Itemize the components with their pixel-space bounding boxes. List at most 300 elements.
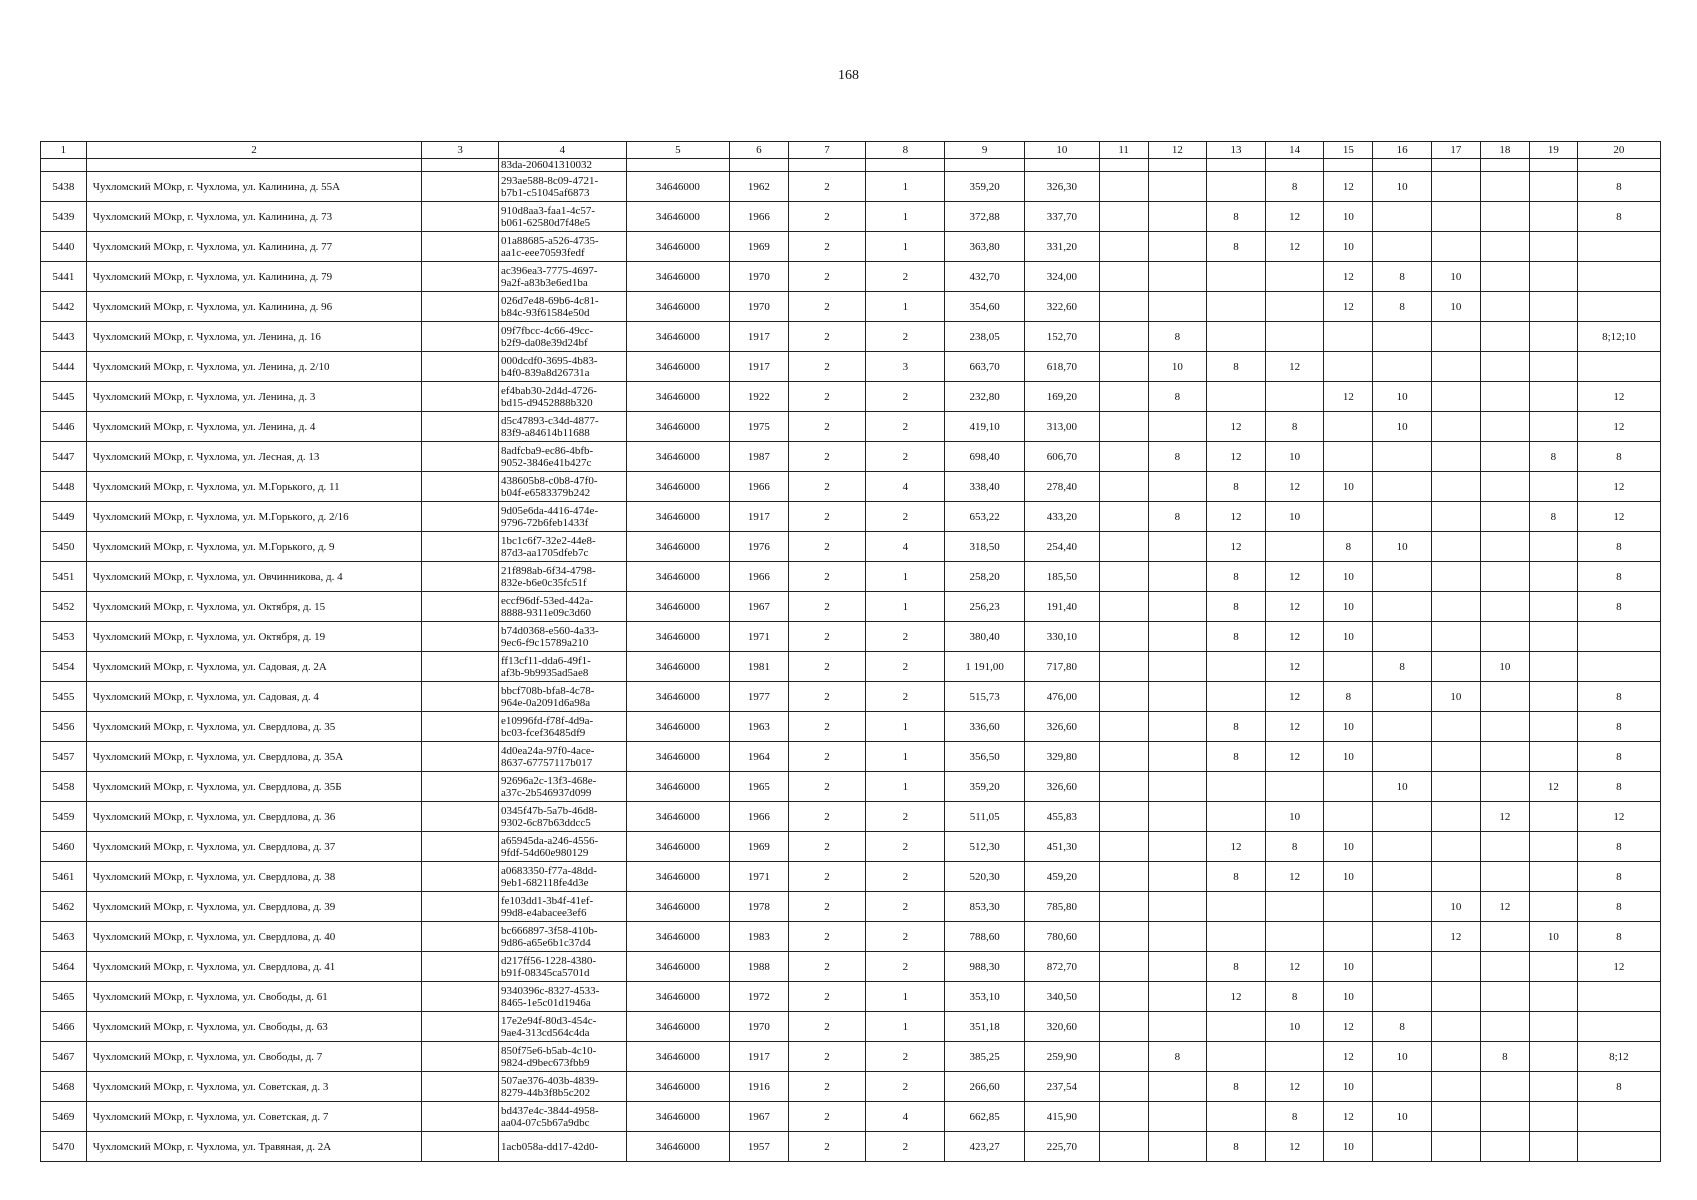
cell-c12 — [1148, 412, 1207, 442]
cell-c8: 1 — [866, 772, 945, 802]
cell-c16: 10 — [1373, 1102, 1432, 1132]
table-row — [41, 982, 1661, 1012]
cell-c11 — [1099, 682, 1148, 712]
cell-c16 — [1373, 202, 1432, 232]
cell-c18 — [1480, 592, 1529, 622]
cell-c19 — [1529, 472, 1577, 502]
cell-c8: 2 — [866, 862, 945, 892]
cell-n: 5466 — [41, 1012, 87, 1042]
cell-n: 5438 — [41, 172, 87, 202]
cell-c12 — [1148, 232, 1207, 262]
cell-c15: 12 — [1324, 1042, 1373, 1072]
cell-c13: 8 — [1207, 232, 1266, 262]
cell-c7: 2 — [788, 682, 866, 712]
table-row — [41, 562, 1661, 592]
cell-c14: 8 — [1265, 172, 1324, 202]
cell-c17 — [1431, 1072, 1480, 1102]
guid-part: b4f0-839a8d26731a — [500, 366, 590, 379]
cell-addr: Чухломский МОкр, г. Чухлома, ул. Ленина, д. 16 — [86, 322, 422, 352]
cell-c15 — [1324, 922, 1373, 952]
cell-c14: 8 — [1265, 1102, 1324, 1132]
cell-c16 — [1373, 502, 1432, 532]
cell-n: 5451 — [41, 562, 87, 592]
guid-part: 0345f47b-5a7b-46d8- — [500, 804, 598, 817]
cell-guid — [498, 742, 626, 772]
page-number: 168 — [838, 68, 859, 83]
cell-c11 — [1099, 1012, 1148, 1042]
cell-c16 — [1373, 472, 1432, 502]
cell-n: 5448 — [41, 472, 87, 502]
cell-c15: 10 — [1324, 952, 1373, 982]
cell-c15: 8 — [1324, 532, 1373, 562]
cell-c10: 313,00 — [1025, 412, 1100, 442]
cell-year: 1976 — [730, 532, 789, 562]
cell-n: 5464 — [41, 952, 87, 982]
cell-c7: 2 — [788, 652, 866, 682]
cell-c16 — [1373, 352, 1432, 382]
cell-addr: Чухломский МОкр, г. Чухлома, ул. Овчинникова, д. 4 — [86, 562, 422, 592]
cell-c8: 2 — [866, 922, 945, 952]
guid-part: b04f-e6583379b242 — [500, 486, 591, 499]
cell-c12 — [1148, 1132, 1207, 1162]
cell-c7: 2 — [788, 592, 866, 622]
table-row — [41, 1012, 1661, 1042]
cell-c7: 2 — [788, 742, 866, 772]
cell-c16: 10 — [1373, 772, 1432, 802]
cell-c19 — [1529, 592, 1577, 622]
cell-c20: 8 — [1577, 772, 1660, 802]
cell-c7: 2 — [788, 352, 866, 382]
cell-guid — [498, 622, 626, 652]
cell-c13: 8 — [1207, 1132, 1266, 1162]
cell-c8: 1 — [866, 592, 945, 622]
cell-c9: 432,70 — [945, 262, 1025, 292]
table-row — [41, 532, 1661, 562]
cell-c14: 10 — [1265, 1012, 1324, 1042]
cell-guid — [498, 412, 626, 442]
cell-blank — [422, 472, 499, 502]
cell-c18: 12 — [1480, 802, 1529, 832]
cell-guid — [498, 202, 626, 232]
column-header-3: 3 — [422, 142, 499, 159]
cell-c11 — [1099, 1102, 1148, 1132]
cell-c20: 8 — [1577, 532, 1660, 562]
table-row — [41, 622, 1661, 652]
cell-c19 — [1529, 712, 1577, 742]
cell-blank — [422, 322, 499, 352]
guid-part: 9052-3846e41b427c — [500, 456, 592, 469]
column-header-20: 20 — [1577, 142, 1660, 159]
cell-c11 — [1099, 562, 1148, 592]
guid-part: fe103dd1-3b4f-41ef- — [500, 894, 594, 907]
cell-year: 1987 — [730, 442, 789, 472]
cell-c9: 266,60 — [945, 1072, 1025, 1102]
cell-c10: 459,20 — [1025, 862, 1100, 892]
cell-c12 — [1148, 712, 1207, 742]
cell-c17 — [1431, 352, 1480, 382]
cell-c13 — [1207, 892, 1266, 922]
cell-addr: Чухломский МОкр, г. Чухлома, ул. Свердлова, д. 40 — [86, 922, 422, 952]
cell-blank — [422, 742, 499, 772]
cell-c16 — [1373, 982, 1432, 1012]
cell-blank — [422, 712, 499, 742]
cell-addr: Чухломский МОкр, г. Чухлома, ул. Ленина, д. 2/10 — [86, 352, 422, 382]
cell-c11 — [1099, 892, 1148, 922]
cell-oktmo: 34646000 — [626, 562, 729, 592]
cell-c16 — [1373, 802, 1432, 832]
cell-c10: 451,30 — [1025, 832, 1100, 862]
guid-part: 21f898ab-6f34-4798- — [500, 564, 596, 577]
cell-c17 — [1431, 382, 1480, 412]
cell-c20 — [1577, 1102, 1660, 1132]
cell-c16: 10 — [1373, 382, 1432, 412]
cell-c7: 2 — [788, 952, 866, 982]
cell-c19: 12 — [1529, 772, 1577, 802]
cell-c19 — [1529, 1132, 1577, 1162]
cell-c19 — [1529, 412, 1577, 442]
cell-c18 — [1480, 472, 1529, 502]
cell-c15: 12 — [1324, 1012, 1373, 1042]
table-row — [41, 892, 1661, 922]
cell-guid — [498, 172, 626, 202]
cell-c9: 512,30 — [945, 832, 1025, 862]
cell-c16 — [1373, 712, 1432, 742]
cell-c14: 8 — [1265, 832, 1324, 862]
cell-blank — [422, 952, 499, 982]
guid-part: 910d8aa3-faa1-4c57- — [500, 204, 596, 217]
cell-c17 — [1431, 472, 1480, 502]
cell-c8: 2 — [866, 502, 945, 532]
cell-c16 — [1373, 622, 1432, 652]
cell-c15: 8 — [1324, 682, 1373, 712]
cell-n: 5455 — [41, 682, 87, 712]
cell-c13: 8 — [1207, 1072, 1266, 1102]
cell-c19 — [1529, 892, 1577, 922]
cell-c17 — [1431, 202, 1480, 232]
cell-n: 5470 — [41, 1132, 87, 1162]
cell-c18 — [1480, 742, 1529, 772]
cell-addr: Чухломский МОкр, г. Чухлома, ул. Калинина, д. 55А — [86, 172, 422, 202]
table-row — [41, 862, 1661, 892]
cell-c20 — [1577, 292, 1660, 322]
cell-n: 5450 — [41, 532, 87, 562]
guid-part: 9824-d9bec673fbb9 — [500, 1056, 590, 1069]
cell-c13 — [1207, 1042, 1266, 1072]
cell-c14 — [1265, 922, 1324, 952]
cell-n: 5463 — [41, 922, 87, 952]
table-row — [41, 742, 1661, 772]
cell-c15 — [1324, 352, 1373, 382]
cell-c13: 12 — [1207, 502, 1266, 532]
cell-c7: 2 — [788, 232, 866, 262]
table-row — [41, 232, 1661, 262]
table-row — [41, 172, 1661, 202]
cell-c9: 351,18 — [945, 1012, 1025, 1042]
cell-n: 5459 — [41, 802, 87, 832]
cell-year: 1967 — [730, 592, 789, 622]
cell-year: 1916 — [730, 1072, 789, 1102]
cell-year: 1965 — [730, 772, 789, 802]
cell-c13: 12 — [1207, 532, 1266, 562]
cell-c10: 618,70 — [1025, 352, 1100, 382]
cell-guid — [498, 712, 626, 742]
cell-c18 — [1480, 772, 1529, 802]
cell-c15: 10 — [1324, 832, 1373, 862]
cell-c16: 8 — [1373, 262, 1432, 292]
cell-guid — [498, 1042, 626, 1072]
cell-c19 — [1529, 322, 1577, 352]
cell-c13 — [1207, 382, 1266, 412]
guid-part: b74d0368-e560-4a33- — [500, 624, 599, 637]
cell-c10: 320,60 — [1025, 1012, 1100, 1042]
cell-year: 1970 — [730, 292, 789, 322]
cell-guid — [498, 892, 626, 922]
cell-c10: 278,40 — [1025, 472, 1100, 502]
cell-blank — [422, 832, 499, 862]
cell-c12 — [1148, 742, 1207, 772]
cell-c11 — [1099, 502, 1148, 532]
cell-oktmo: 34646000 — [626, 982, 729, 1012]
cell-n: 5439 — [41, 202, 87, 232]
cell-c18 — [1480, 532, 1529, 562]
cell-addr: Чухломский МОкр, г. Чухлома, ул. Калинина, д. 73 — [86, 202, 422, 232]
cell-oktmo: 34646000 — [626, 712, 729, 742]
cell-c17 — [1431, 532, 1480, 562]
cell-guid — [498, 382, 626, 412]
cell-c8: 1 — [866, 562, 945, 592]
cell-c13 — [1207, 682, 1266, 712]
cell-c11 — [1099, 412, 1148, 442]
guid-part: 8465-1e5c01d1946a — [500, 996, 591, 1009]
cell-c9: 423,27 — [945, 1132, 1025, 1162]
guid-part: 1bc1c6f7-32e2-44e8- — [500, 534, 596, 547]
cell-c20: 8 — [1577, 592, 1660, 622]
cell-c13: 8 — [1207, 622, 1266, 652]
column-header-8: 8 — [866, 142, 945, 159]
guid-part: bd15-d9452888b320 — [500, 396, 593, 409]
cell-c15: 10 — [1324, 1132, 1373, 1162]
cell-guid — [498, 352, 626, 382]
table-row — [41, 1072, 1661, 1102]
cell-c7: 2 — [788, 772, 866, 802]
cell-c10: 326,30 — [1025, 172, 1100, 202]
cell-c17 — [1431, 1102, 1480, 1132]
cell-c11 — [1099, 352, 1148, 382]
cell-c16 — [1373, 922, 1432, 952]
guid-part: d5c47893-c34d-4877- — [500, 414, 599, 427]
cell-c17: 10 — [1431, 292, 1480, 322]
cell-c7: 2 — [788, 862, 866, 892]
table-row — [41, 802, 1661, 832]
cell-c7: 2 — [788, 1072, 866, 1102]
cell-n: 5465 — [41, 982, 87, 1012]
cell-c16 — [1373, 892, 1432, 922]
guid-part: af3b-9b9935ad5ae8 — [500, 666, 589, 679]
cell-c11 — [1099, 322, 1148, 352]
cell-c19 — [1529, 292, 1577, 322]
cell-c9: 256,23 — [945, 592, 1025, 622]
cell-c18 — [1480, 442, 1529, 472]
cell-c11 — [1099, 652, 1148, 682]
cell-year: 1983 — [730, 922, 789, 952]
cell-c7: 2 — [788, 292, 866, 322]
cell-c12 — [1148, 652, 1207, 682]
cell-c7: 2 — [788, 1102, 866, 1132]
guid-part: 9ae4-313cd564c4da — [500, 1026, 590, 1039]
cell-blank — [422, 202, 499, 232]
cell-c15: 10 — [1324, 202, 1373, 232]
cell-c16 — [1373, 862, 1432, 892]
cell-c7: 2 — [788, 442, 866, 472]
cell-guid — [498, 772, 626, 802]
cell-c15: 10 — [1324, 562, 1373, 592]
cell-oktmo: 34646000 — [626, 922, 729, 952]
cell-c14: 12 — [1265, 952, 1324, 982]
cell-addr: Чухломский МОкр, г. Чухлома, ул. Свердлова, д. 39 — [86, 892, 422, 922]
guid-part: bc666897-3f58-410b- — [500, 924, 598, 937]
table-row — [41, 442, 1661, 472]
cell-oktmo: 34646000 — [626, 1042, 729, 1072]
cell-c14: 12 — [1265, 652, 1324, 682]
cell-blank — [422, 892, 499, 922]
cell-c7: 2 — [788, 712, 866, 742]
cell-c13: 8 — [1207, 742, 1266, 772]
cell-c8: 4 — [866, 1102, 945, 1132]
guid-part: 8279-44b3f8b5c202 — [500, 1086, 591, 1099]
cell-c16 — [1373, 1072, 1432, 1102]
guid-part: ff13cf11-dda6-49f1- — [500, 654, 591, 667]
cell-addr: Чухломский МОкр, г. Чухлома, ул. М.Горького, д. 2/16 — [86, 502, 422, 532]
cell-c13: 8 — [1207, 562, 1266, 592]
cell-c18: 12 — [1480, 892, 1529, 922]
cell-c12 — [1148, 532, 1207, 562]
cell-c20: 12 — [1577, 802, 1660, 832]
cell-c8: 1 — [866, 712, 945, 742]
cell-c10: 780,60 — [1025, 922, 1100, 952]
cell-blank — [422, 1132, 499, 1162]
cell-c11 — [1099, 772, 1148, 802]
cell-c19 — [1529, 952, 1577, 982]
cell-c18 — [1480, 832, 1529, 862]
cell-c14: 10 — [1265, 502, 1324, 532]
cell-c14: 8 — [1265, 982, 1324, 1012]
cell-blank — [422, 172, 499, 202]
cell-blank — [422, 1042, 499, 1072]
guid-part: ac396ea3-7775-4697- — [500, 264, 598, 277]
cell-c15: 12 — [1324, 292, 1373, 322]
cell-c10: 191,40 — [1025, 592, 1100, 622]
cell-c15 — [1324, 502, 1373, 532]
guid-part: 026d7e48-69b6-4c81- — [500, 294, 599, 307]
cell-c13 — [1207, 172, 1266, 202]
cell-c14: 8 — [1265, 412, 1324, 442]
cell-c18 — [1480, 682, 1529, 712]
cell-year: 1977 — [730, 682, 789, 712]
cell-c15 — [1324, 442, 1373, 472]
cell-guid — [498, 832, 626, 862]
cell-oktmo: 34646000 — [626, 202, 729, 232]
cell-oktmo: 34646000 — [626, 1132, 729, 1162]
cell-n: 5444 — [41, 352, 87, 382]
cell-c17 — [1431, 862, 1480, 892]
cell-c17 — [1431, 562, 1480, 592]
cell-year: 1962 — [730, 172, 789, 202]
cell-oktmo: 34646000 — [626, 592, 729, 622]
cell-c12 — [1148, 952, 1207, 982]
cell-c20: 8 — [1577, 1072, 1660, 1102]
cell-c14: 12 — [1265, 742, 1324, 772]
cell-c20 — [1577, 1132, 1660, 1162]
cell-c9: 662,85 — [945, 1102, 1025, 1132]
cell-c8: 1 — [866, 1012, 945, 1042]
cell-c12 — [1148, 562, 1207, 592]
cell-addr: Чухломский МОкр, г. Чухлома, ул. М.Горького, д. 9 — [86, 532, 422, 562]
cell-c17 — [1431, 952, 1480, 982]
cell-c14: 12 — [1265, 592, 1324, 622]
cell-oktmo: 34646000 — [626, 172, 729, 202]
cell-c19 — [1529, 352, 1577, 382]
cell-c8: 2 — [866, 1042, 945, 1072]
cell-c11 — [1099, 202, 1148, 232]
cell-year: 1971 — [730, 862, 789, 892]
cell-c12: 10 — [1148, 352, 1207, 382]
cell-c20 — [1577, 1012, 1660, 1042]
cell-c14: 10 — [1265, 442, 1324, 472]
cell-c8: 2 — [866, 682, 945, 712]
cell-c13 — [1207, 652, 1266, 682]
cell-c18 — [1480, 712, 1529, 742]
cell-c7: 2 — [788, 892, 866, 922]
cell-year: 1917 — [730, 1042, 789, 1072]
cell-c16 — [1373, 952, 1432, 982]
cell-n: 5445 — [41, 382, 87, 412]
cell-c9: 788,60 — [945, 922, 1025, 952]
cell-c8: 1 — [866, 202, 945, 232]
cell-c10: 322,60 — [1025, 292, 1100, 322]
cell-c9: 515,73 — [945, 682, 1025, 712]
cell-c9: 258,20 — [945, 562, 1025, 592]
cell-addr: Чухломский МОкр, г. Чухлома, ул. Свердлова, д. 35Б — [86, 772, 422, 802]
cell-c13: 12 — [1207, 442, 1266, 472]
cell-c9: 419,10 — [945, 412, 1025, 442]
cell-c9: 363,80 — [945, 232, 1025, 262]
cell-c10: 337,70 — [1025, 202, 1100, 232]
cell-year: 1963 — [730, 712, 789, 742]
cell-c15 — [1324, 772, 1373, 802]
cell-c9: 663,70 — [945, 352, 1025, 382]
cell-blank — [422, 262, 499, 292]
cell-c10: 717,80 — [1025, 652, 1100, 682]
cell-year: 1917 — [730, 352, 789, 382]
cell-c9: 318,50 — [945, 532, 1025, 562]
cell-c19 — [1529, 802, 1577, 832]
cell-c13: 12 — [1207, 982, 1266, 1012]
cell-guid — [498, 652, 626, 682]
cell-c10: 225,70 — [1025, 1132, 1100, 1162]
cell-c17 — [1431, 1042, 1480, 1072]
cell-c14 — [1265, 382, 1324, 412]
cell-c17: 12 — [1431, 922, 1480, 952]
cell-c11 — [1099, 172, 1148, 202]
cell-n: 5469 — [41, 1102, 87, 1132]
cell-addr: Чухломский МОкр, г. Чухлома, ул. Калинина, д. 96 — [86, 292, 422, 322]
guid-part: a0683350-f77a-48dd- — [500, 864, 597, 877]
guid-part: 9a2f-a83b3e6ed1ba — [500, 276, 588, 289]
cell-c13: 8 — [1207, 202, 1266, 232]
cell-c14: 12 — [1265, 232, 1324, 262]
cell-c7: 2 — [788, 832, 866, 862]
cell-year: 1957 — [730, 1132, 789, 1162]
